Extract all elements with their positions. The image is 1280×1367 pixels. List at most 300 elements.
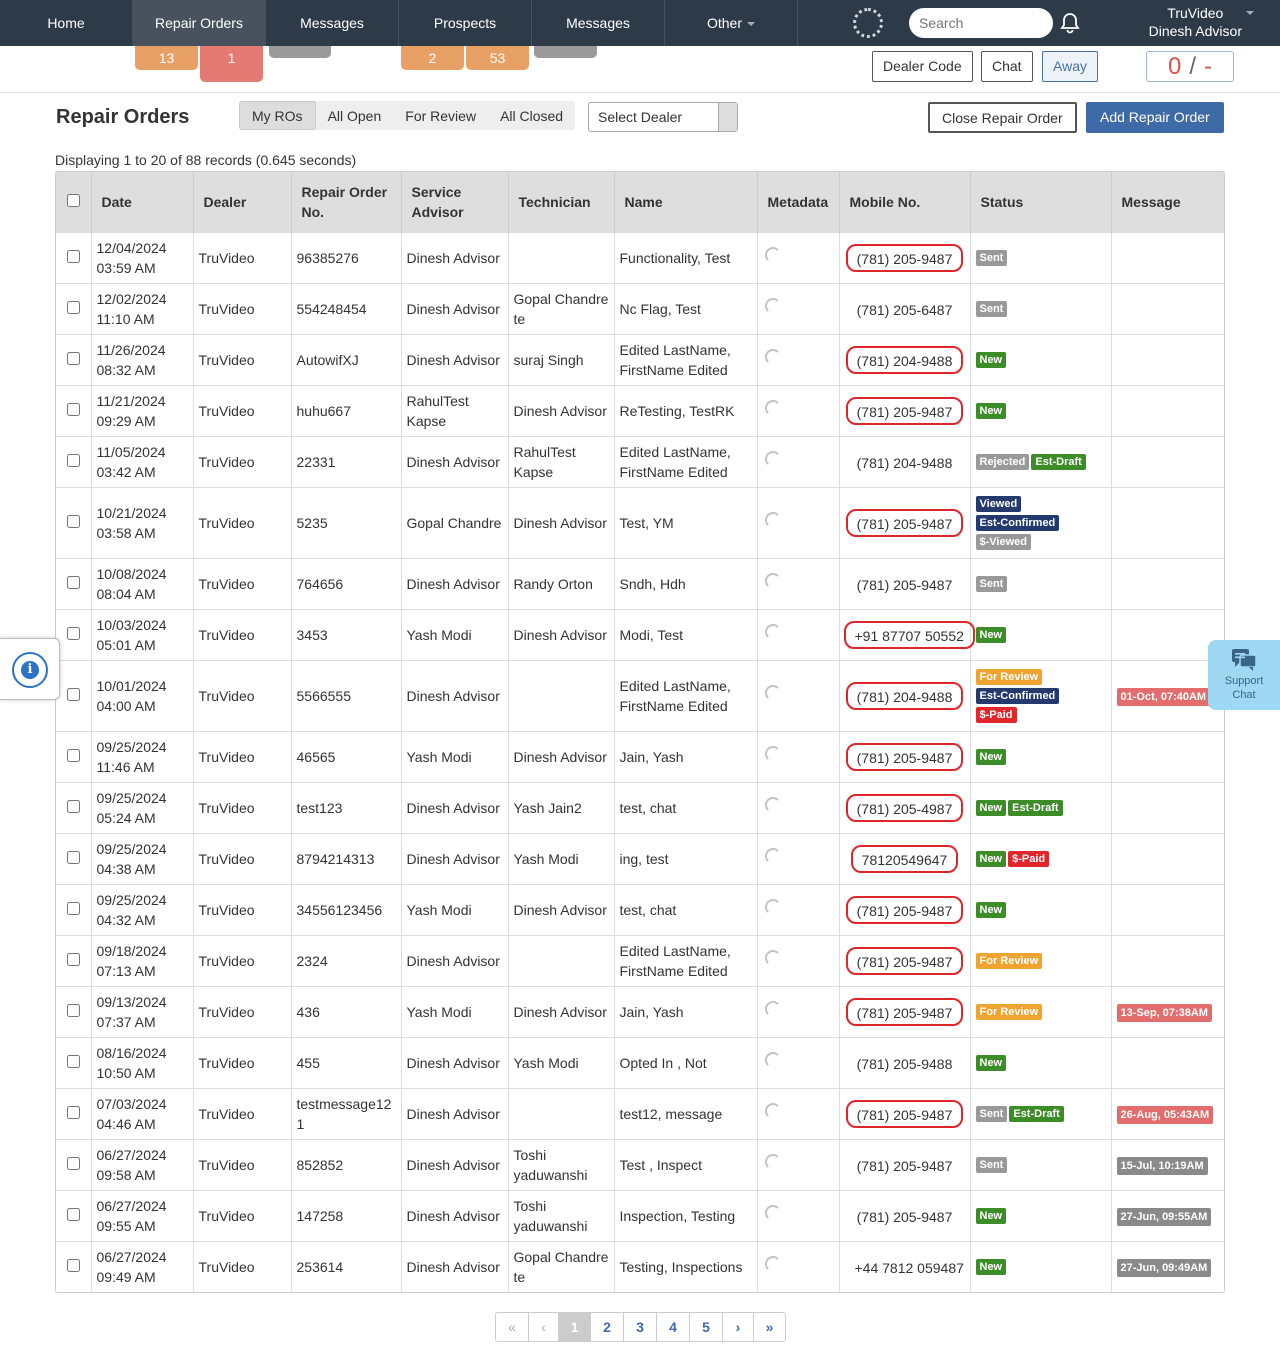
mobile-number[interactable]: (781) 205-9487: [846, 397, 964, 425]
ro-number-cell[interactable]: 764656: [291, 558, 401, 609]
nav-badge-prospects-b[interactable]: 53: [466, 46, 529, 70]
message-cell: [1111, 935, 1224, 986]
loading-spinner-icon: [765, 1103, 781, 1119]
ro-number-cell[interactable]: huhu667: [291, 385, 401, 436]
away-button[interactable]: Away: [1042, 51, 1098, 82]
date-value: 11/26/2024: [96, 341, 166, 358]
time-value: 04:00 AM: [96, 697, 156, 714]
metadata-cell: [757, 436, 839, 487]
ro-number-cell[interactable]: AutowifXJ: [291, 334, 401, 385]
table-row[interactable]: [56, 487, 1224, 558]
row-checkbox[interactable]: [67, 1259, 80, 1272]
ro-number-cell[interactable]: 253614: [291, 1241, 401, 1292]
mobile-number[interactable]: (781) 204-9488: [846, 346, 964, 374]
row-checkbox[interactable]: [67, 250, 80, 263]
customer-name-cell[interactable]: Functionality, Test: [614, 232, 757, 283]
message-timestamp-badge[interactable]: 01-Oct, 07:40AM: [1117, 688, 1211, 706]
status-cell: [970, 660, 1111, 731]
ro-number-cell[interactable]: testmessage121: [291, 1088, 401, 1139]
status-cell: [970, 884, 1111, 935]
ro-number-cell[interactable]: 8794214313: [291, 833, 401, 884]
date-value: 06/27/2024: [96, 1146, 167, 1163]
date-value: 10/03/2024: [96, 616, 167, 633]
page-link[interactable]: ›: [723, 1313, 754, 1341]
date-value: 08/16/2024: [96, 1044, 167, 1061]
technician-cell: [508, 1088, 614, 1139]
mobile-number[interactable]: 78120549647: [851, 845, 959, 873]
table-row[interactable]: [56, 884, 1224, 935]
metadata-cell: [757, 935, 839, 986]
metadata-cell: [757, 660, 839, 731]
row-checkbox[interactable]: [67, 454, 80, 467]
page-link: «: [496, 1313, 529, 1341]
customer-name-cell[interactable]: Opted In , Not: [614, 1037, 757, 1088]
loading-spinner-icon: [765, 1205, 781, 1221]
metadata-cell: [757, 283, 839, 334]
date-cell: [91, 1190, 193, 1241]
advisor-cell: RahulTest Kapse: [401, 385, 508, 436]
chat-bubbles-icon: [1231, 648, 1257, 672]
row-select-cell: [56, 1088, 91, 1139]
date-cell: [91, 1139, 193, 1190]
table-row[interactable]: [56, 1088, 1224, 1139]
dealer-cell: TruVideo: [193, 609, 291, 660]
metadata-cell: [757, 609, 839, 660]
time-value: 05:24 AM: [96, 809, 156, 826]
row-checkbox[interactable]: [67, 1106, 80, 1119]
user-menu[interactable]: [1149, 4, 1242, 40]
bell-icon[interactable]: [1058, 11, 1082, 35]
col-header-ro-no[interactable]: Repair Order No.: [291, 172, 401, 232]
ro-number-cell[interactable]: 96385276: [291, 232, 401, 283]
dealer-cell: TruVideo: [193, 232, 291, 283]
table-row[interactable]: [56, 1037, 1224, 1088]
mobile-number[interactable]: (781) 205-9487: [846, 947, 964, 975]
status-cell: [970, 334, 1111, 385]
row-checkbox[interactable]: [67, 1208, 80, 1221]
info-panel-toggle[interactable]: [0, 638, 60, 700]
status-badge: Rejected: [976, 454, 1030, 470]
mobile-number[interactable]: (781) 205-4987: [846, 794, 964, 822]
status-badge: Est-Confirmed: [976, 515, 1060, 531]
mobile-cell: [839, 660, 970, 731]
date-value: 09/25/2024: [96, 891, 167, 908]
table-row[interactable]: [56, 660, 1224, 731]
customer-name-cell[interactable]: Edited LastName, FirstName Edited: [614, 334, 757, 385]
nav-other[interactable]: [665, 0, 798, 46]
time-value: 03:58 AM: [96, 524, 156, 541]
row-checkbox[interactable]: [67, 749, 80, 762]
date-value: 11/05/2024: [96, 443, 166, 460]
advisor-cell: Dinesh Advisor: [401, 935, 508, 986]
col-header-dealer[interactable]: Dealer: [193, 172, 291, 232]
table-row[interactable]: [56, 385, 1224, 436]
status-cell: [970, 609, 1111, 660]
message-cell: [1111, 487, 1224, 558]
metadata-cell: [757, 884, 839, 935]
row-checkbox[interactable]: [67, 688, 80, 701]
time-value: 09:49 AM: [96, 1268, 156, 1285]
col-header-status[interactable]: Status: [970, 172, 1111, 232]
mobile-number[interactable]: +91 87707 50552: [844, 621, 975, 649]
date-cell: [91, 609, 193, 660]
dealer-select[interactable]: [588, 102, 738, 132]
dealer-select-value: Select Dealer: [598, 109, 683, 125]
message-cell: [1111, 1037, 1224, 1088]
ro-number-cell[interactable]: 5566555: [291, 660, 401, 731]
loading-spinner-icon: [765, 1154, 781, 1170]
row-checkbox[interactable]: [67, 800, 80, 813]
ro-number-cell[interactable]: 147258: [291, 1190, 401, 1241]
status-cell: [970, 283, 1111, 334]
advisor-cell: Dinesh Advisor: [401, 1037, 508, 1088]
select-all-checkbox[interactable]: [67, 194, 80, 207]
date-value: 07/03/2024: [96, 1095, 167, 1112]
close-repair-order-button[interactable]: Close Repair Order: [928, 102, 1077, 133]
nav-badge-repair-orders-open[interactable]: 13: [135, 46, 198, 70]
table-row[interactable]: [56, 436, 1224, 487]
message-timestamp-badge[interactable]: 26-Aug, 05:43AM: [1117, 1106, 1214, 1124]
page-link[interactable]: 1: [559, 1313, 591, 1341]
customer-name-cell[interactable]: Testing, Inspections: [614, 1241, 757, 1292]
table-row[interactable]: [56, 1139, 1224, 1190]
row-checkbox[interactable]: [67, 403, 80, 416]
row-select-cell: [56, 935, 91, 986]
status-cell: [970, 1241, 1111, 1292]
time-value: 07:37 AM: [96, 1013, 156, 1030]
row-checkbox[interactable]: [67, 953, 80, 966]
page-link[interactable]: 5: [690, 1313, 723, 1341]
tab-my-ros[interactable]: My ROs: [239, 101, 316, 130]
dealer-cell: TruVideo: [193, 385, 291, 436]
page-link[interactable]: 4: [657, 1313, 690, 1341]
message-timestamp-badge[interactable]: 27-Jun, 09:55AM: [1117, 1208, 1212, 1226]
status-cell: [970, 1139, 1111, 1190]
mobile-cell: [839, 1139, 970, 1190]
row-select-cell: [56, 986, 91, 1037]
chat-button[interactable]: Chat: [981, 51, 1033, 82]
tab-all-open[interactable]: All Open: [327, 108, 382, 124]
mobile-cell: [839, 558, 970, 609]
mobile-number[interactable]: (781) 205-9487: [846, 1100, 964, 1128]
time-value: 04:46 AM: [96, 1115, 156, 1132]
time-value: 08:32 AM: [96, 361, 156, 378]
date-cell: [91, 334, 193, 385]
nav-badge-prospects-a[interactable]: 2: [401, 46, 464, 70]
time-value: 08:04 AM: [96, 585, 156, 602]
status-badge: New: [976, 627, 1007, 643]
ro-number-cell[interactable]: 46565: [291, 731, 401, 782]
tab-all-closed[interactable]: All Closed: [500, 108, 564, 124]
loading-spinner-icon: [765, 349, 781, 365]
time-value: 03:59 AM: [96, 259, 156, 276]
metadata-cell: [757, 782, 839, 833]
row-checkbox[interactable]: [67, 576, 80, 589]
page-link[interactable]: 3: [624, 1313, 657, 1341]
mobile-cell: [839, 1241, 970, 1292]
status-badge: New: [976, 800, 1007, 816]
row-select-cell: [56, 609, 91, 660]
table-row[interactable]: [56, 731, 1224, 782]
message-cell: [1111, 1088, 1224, 1139]
col-header-date[interactable]: Date: [91, 172, 193, 232]
table-row[interactable]: [56, 833, 1224, 884]
nav-prospects[interactable]: Prospects: [399, 0, 532, 46]
customer-name-cell[interactable]: test, chat: [614, 884, 757, 935]
row-checkbox[interactable]: [67, 1004, 80, 1017]
technician-cell: Toshi yaduwanshi: [508, 1139, 614, 1190]
technician-cell: Dinesh Advisor: [508, 609, 614, 660]
nav-repair-orders[interactable]: Repair Orders: [133, 0, 266, 46]
date-value: 09/13/2024: [96, 993, 167, 1010]
row-select-cell: [56, 833, 91, 884]
col-header-service-advisor[interactable]: Service Advisor: [401, 172, 508, 232]
row-select-cell: [56, 731, 91, 782]
date-value: 06/27/2024: [96, 1248, 167, 1265]
customer-name-cell[interactable]: test, chat: [614, 782, 757, 833]
advisor-cell: Gopal Chandre: [401, 487, 508, 558]
col-header-name[interactable]: Name: [614, 172, 757, 232]
nav-messages-2[interactable]: Messages: [532, 0, 665, 46]
message-timestamp-badge[interactable]: 13-Sep, 07:38AM: [1117, 1004, 1212, 1022]
advisor-cell: Dinesh Advisor: [401, 558, 508, 609]
date-value: 10/01/2024: [96, 677, 167, 694]
time-value: 09:55 AM: [96, 1217, 156, 1234]
mobile-number[interactable]: (781) 205-9487: [856, 1208, 953, 1225]
date-cell: [91, 660, 193, 731]
date-cell: [91, 1241, 193, 1292]
page-link[interactable]: 2: [591, 1313, 624, 1341]
row-select-cell: [56, 660, 91, 731]
date-value: 10/21/2024: [96, 504, 167, 521]
nav-home[interactable]: Home: [0, 0, 133, 46]
dealer-code-button[interactable]: Dealer Code: [872, 51, 973, 82]
ro-number-cell[interactable]: 436: [291, 986, 401, 1037]
user-org: TruVideo: [1167, 5, 1224, 21]
date-cell: [91, 487, 193, 558]
message-cell: [1111, 283, 1224, 334]
loading-spinner-icon: [765, 247, 781, 263]
row-checkbox[interactable]: [67, 1157, 80, 1170]
page-title: Repair Orders: [56, 106, 190, 128]
status-badge: For Review: [976, 1004, 1043, 1020]
mobile-number[interactable]: (781) 205-9487: [846, 998, 964, 1026]
row-checkbox[interactable]: [67, 301, 80, 314]
nav-badge-messages[interactable]: [269, 46, 331, 58]
customer-name-cell[interactable]: Jain, Yash: [614, 986, 757, 1037]
row-checkbox[interactable]: [67, 515, 80, 528]
message-cell: [1111, 1241, 1224, 1292]
customer-name-cell[interactable]: Sndh, Hdh: [614, 558, 757, 609]
row-checkbox[interactable]: [67, 1055, 80, 1068]
ro-number-cell[interactable]: 455: [291, 1037, 401, 1088]
dropdown-toggle[interactable]: [718, 103, 737, 131]
table-row[interactable]: [56, 609, 1224, 660]
dealer-cell: TruVideo: [193, 1241, 291, 1292]
status-cell: [970, 436, 1111, 487]
row-select-cell: [56, 782, 91, 833]
technician-cell: [508, 232, 614, 283]
mobile-number[interactable]: (781) 205-6487: [856, 301, 953, 318]
table-row[interactable]: [56, 1241, 1224, 1292]
date-cell: [91, 1037, 193, 1088]
mobile-cell: [839, 782, 970, 833]
technician-cell: [508, 935, 614, 986]
status-cell: [970, 986, 1111, 1037]
table-row[interactable]: [56, 782, 1224, 833]
loading-spinner-icon: [765, 298, 781, 314]
technician-cell: Gopal Chandre te: [508, 1241, 614, 1292]
time-value: 11:10 AM: [96, 310, 155, 327]
row-checkbox[interactable]: [67, 902, 80, 915]
dealer-cell: TruVideo: [193, 1088, 291, 1139]
mobile-number[interactable]: (781) 205-9487: [856, 576, 953, 593]
row-checkbox[interactable]: [67, 352, 80, 365]
table-row[interactable]: [56, 334, 1224, 385]
ro-number-cell[interactable]: 34556123456: [291, 884, 401, 935]
status-badge: New: [976, 403, 1007, 419]
status-cell: [970, 1037, 1111, 1088]
mobile-cell: [839, 884, 970, 935]
time-value: 03:42 AM: [96, 463, 156, 480]
date-value: 09/25/2024: [96, 840, 167, 857]
status-cell: [970, 232, 1111, 283]
row-select-cell: [56, 232, 91, 283]
time-value: 09:58 AM: [96, 1166, 156, 1183]
mobile-number[interactable]: (781) 205-9488: [856, 1055, 953, 1072]
mobile-number[interactable]: (781) 204-9488: [856, 454, 953, 471]
customer-name-cell[interactable]: Test , Inspect: [614, 1139, 757, 1190]
advisor-cell: Dinesh Advisor: [401, 1088, 508, 1139]
mobile-number[interactable]: (781) 205-9487: [846, 244, 964, 272]
ro-number-cell[interactable]: 554248454: [291, 283, 401, 334]
ro-number-cell[interactable]: 5235: [291, 487, 401, 558]
metadata-cell: [757, 833, 839, 884]
row-select-cell: [56, 334, 91, 385]
nav-badge-repair-orders-alert[interactable]: 1: [200, 46, 263, 82]
nav-badge-messages-2[interactable]: [534, 46, 597, 58]
time-value: 04:38 AM: [96, 860, 156, 877]
page-link[interactable]: »: [765, 1319, 774, 1335]
col-header-technician[interactable]: Technician: [508, 172, 614, 232]
ro-number-cell[interactable]: 3453: [291, 609, 401, 660]
customer-name-cell[interactable]: Edited LastName, FirstName Edited: [614, 935, 757, 986]
mobile-cell: [839, 833, 970, 884]
mobile-cell: [839, 1190, 970, 1241]
date-cell: [91, 1088, 193, 1139]
customer-name-cell[interactable]: Jain, Yash: [614, 731, 757, 782]
mobile-number[interactable]: (781) 205-9487: [856, 1157, 953, 1174]
dealer-cell: TruVideo: [193, 884, 291, 935]
user-name: Dinesh Advisor: [1148, 23, 1242, 39]
customer-name-cell[interactable]: ing, test: [614, 833, 757, 884]
table-row[interactable]: [56, 232, 1224, 283]
mobile-number[interactable]: (781) 205-9487: [846, 896, 964, 924]
date-value: 09/25/2024: [96, 789, 167, 806]
message-timestamp-badge[interactable]: 15-Jul, 10:19AM: [1117, 1157, 1208, 1175]
status-cell: [970, 1190, 1111, 1241]
support-chat-button[interactable]: [1208, 640, 1280, 710]
message-cell: [1111, 1190, 1224, 1241]
row-select-cell: [56, 1139, 91, 1190]
search-input[interactable]: [909, 8, 1053, 38]
customer-name-cell[interactable]: test12, message: [614, 1088, 757, 1139]
chevron-down-icon: [747, 22, 755, 26]
date-cell: [91, 833, 193, 884]
counter-right: -: [1204, 53, 1213, 80]
metadata-cell: [757, 1139, 839, 1190]
nav-messages[interactable]: Messages: [266, 0, 399, 46]
info-icon: i: [12, 652, 48, 688]
col-header-mobile[interactable]: Mobile No.: [839, 172, 970, 232]
mobile-number[interactable]: (781) 205-9487: [846, 509, 964, 537]
date-value: 09/18/2024: [96, 942, 167, 959]
message-cell: [1111, 833, 1224, 884]
repair-orders-table: [55, 171, 1225, 1293]
customer-name-cell[interactable]: Edited LastName, FirstName Edited: [614, 660, 757, 731]
row-checkbox[interactable]: [67, 627, 80, 640]
tab-for-review[interactable]: For Review: [405, 108, 477, 124]
row-select-cell: [56, 436, 91, 487]
loading-spinner-icon: [765, 624, 781, 640]
loading-spinner-icon: [765, 1001, 781, 1017]
mobile-cell: [839, 334, 970, 385]
table-row[interactable]: [56, 986, 1224, 1037]
message-cell: [1111, 558, 1224, 609]
table-row[interactable]: [56, 1190, 1224, 1241]
customer-name-cell[interactable]: Modi, Test: [614, 609, 757, 660]
status-badge: Est-Draft: [1031, 454, 1085, 470]
table-row[interactable]: [56, 935, 1224, 986]
date-cell: [91, 731, 193, 782]
row-select-cell: [56, 1241, 91, 1292]
message-cell: [1111, 385, 1224, 436]
ro-number-cell[interactable]: test123: [291, 782, 401, 833]
customer-name-cell[interactable]: Nc Flag, Test: [614, 283, 757, 334]
table-row[interactable]: [56, 558, 1224, 609]
row-checkbox[interactable]: [67, 851, 80, 864]
ro-number-cell[interactable]: 2324: [291, 935, 401, 986]
table-row[interactable]: [56, 283, 1224, 334]
date-cell: [91, 884, 193, 935]
customer-name-cell[interactable]: ReTesting, TestRK: [614, 385, 757, 436]
col-header-message[interactable]: Message: [1111, 172, 1224, 232]
message-timestamp-badge[interactable]: 27-Jun, 09:49AM: [1117, 1259, 1212, 1277]
mobile-cell: [839, 731, 970, 782]
status-badge: $-Paid: [976, 707, 1017, 723]
message-cell: [1111, 731, 1224, 782]
date-cell: [91, 283, 193, 334]
ro-number-cell[interactable]: 22331: [291, 436, 401, 487]
status-badge: Sent: [976, 250, 1008, 266]
mobile-number[interactable]: +44 7812 059487: [854, 1259, 964, 1276]
ro-number-cell[interactable]: 852852: [291, 1139, 401, 1190]
loading-spinner-icon: [765, 899, 781, 915]
mobile-number[interactable]: (781) 204-9488: [846, 682, 964, 710]
mobile-number[interactable]: (781) 205-9487: [846, 743, 964, 771]
customer-name-cell[interactable]: Edited LastName, FirstName Edited: [614, 436, 757, 487]
status-badge: Viewed: [976, 496, 1022, 512]
customer-name-cell[interactable]: Inspection, Testing: [614, 1190, 757, 1241]
add-repair-order-button[interactable]: Add Repair Order: [1086, 102, 1224, 133]
date-value: 11/21/2024: [96, 392, 166, 409]
advisor-cell: Dinesh Advisor: [401, 1241, 508, 1292]
mobile-cell: [839, 232, 970, 283]
customer-name-cell[interactable]: Test, YM: [614, 487, 757, 558]
status-cell: [970, 935, 1111, 986]
time-value: 09:29 AM: [96, 412, 156, 429]
status-badge: Sent: [976, 576, 1008, 592]
